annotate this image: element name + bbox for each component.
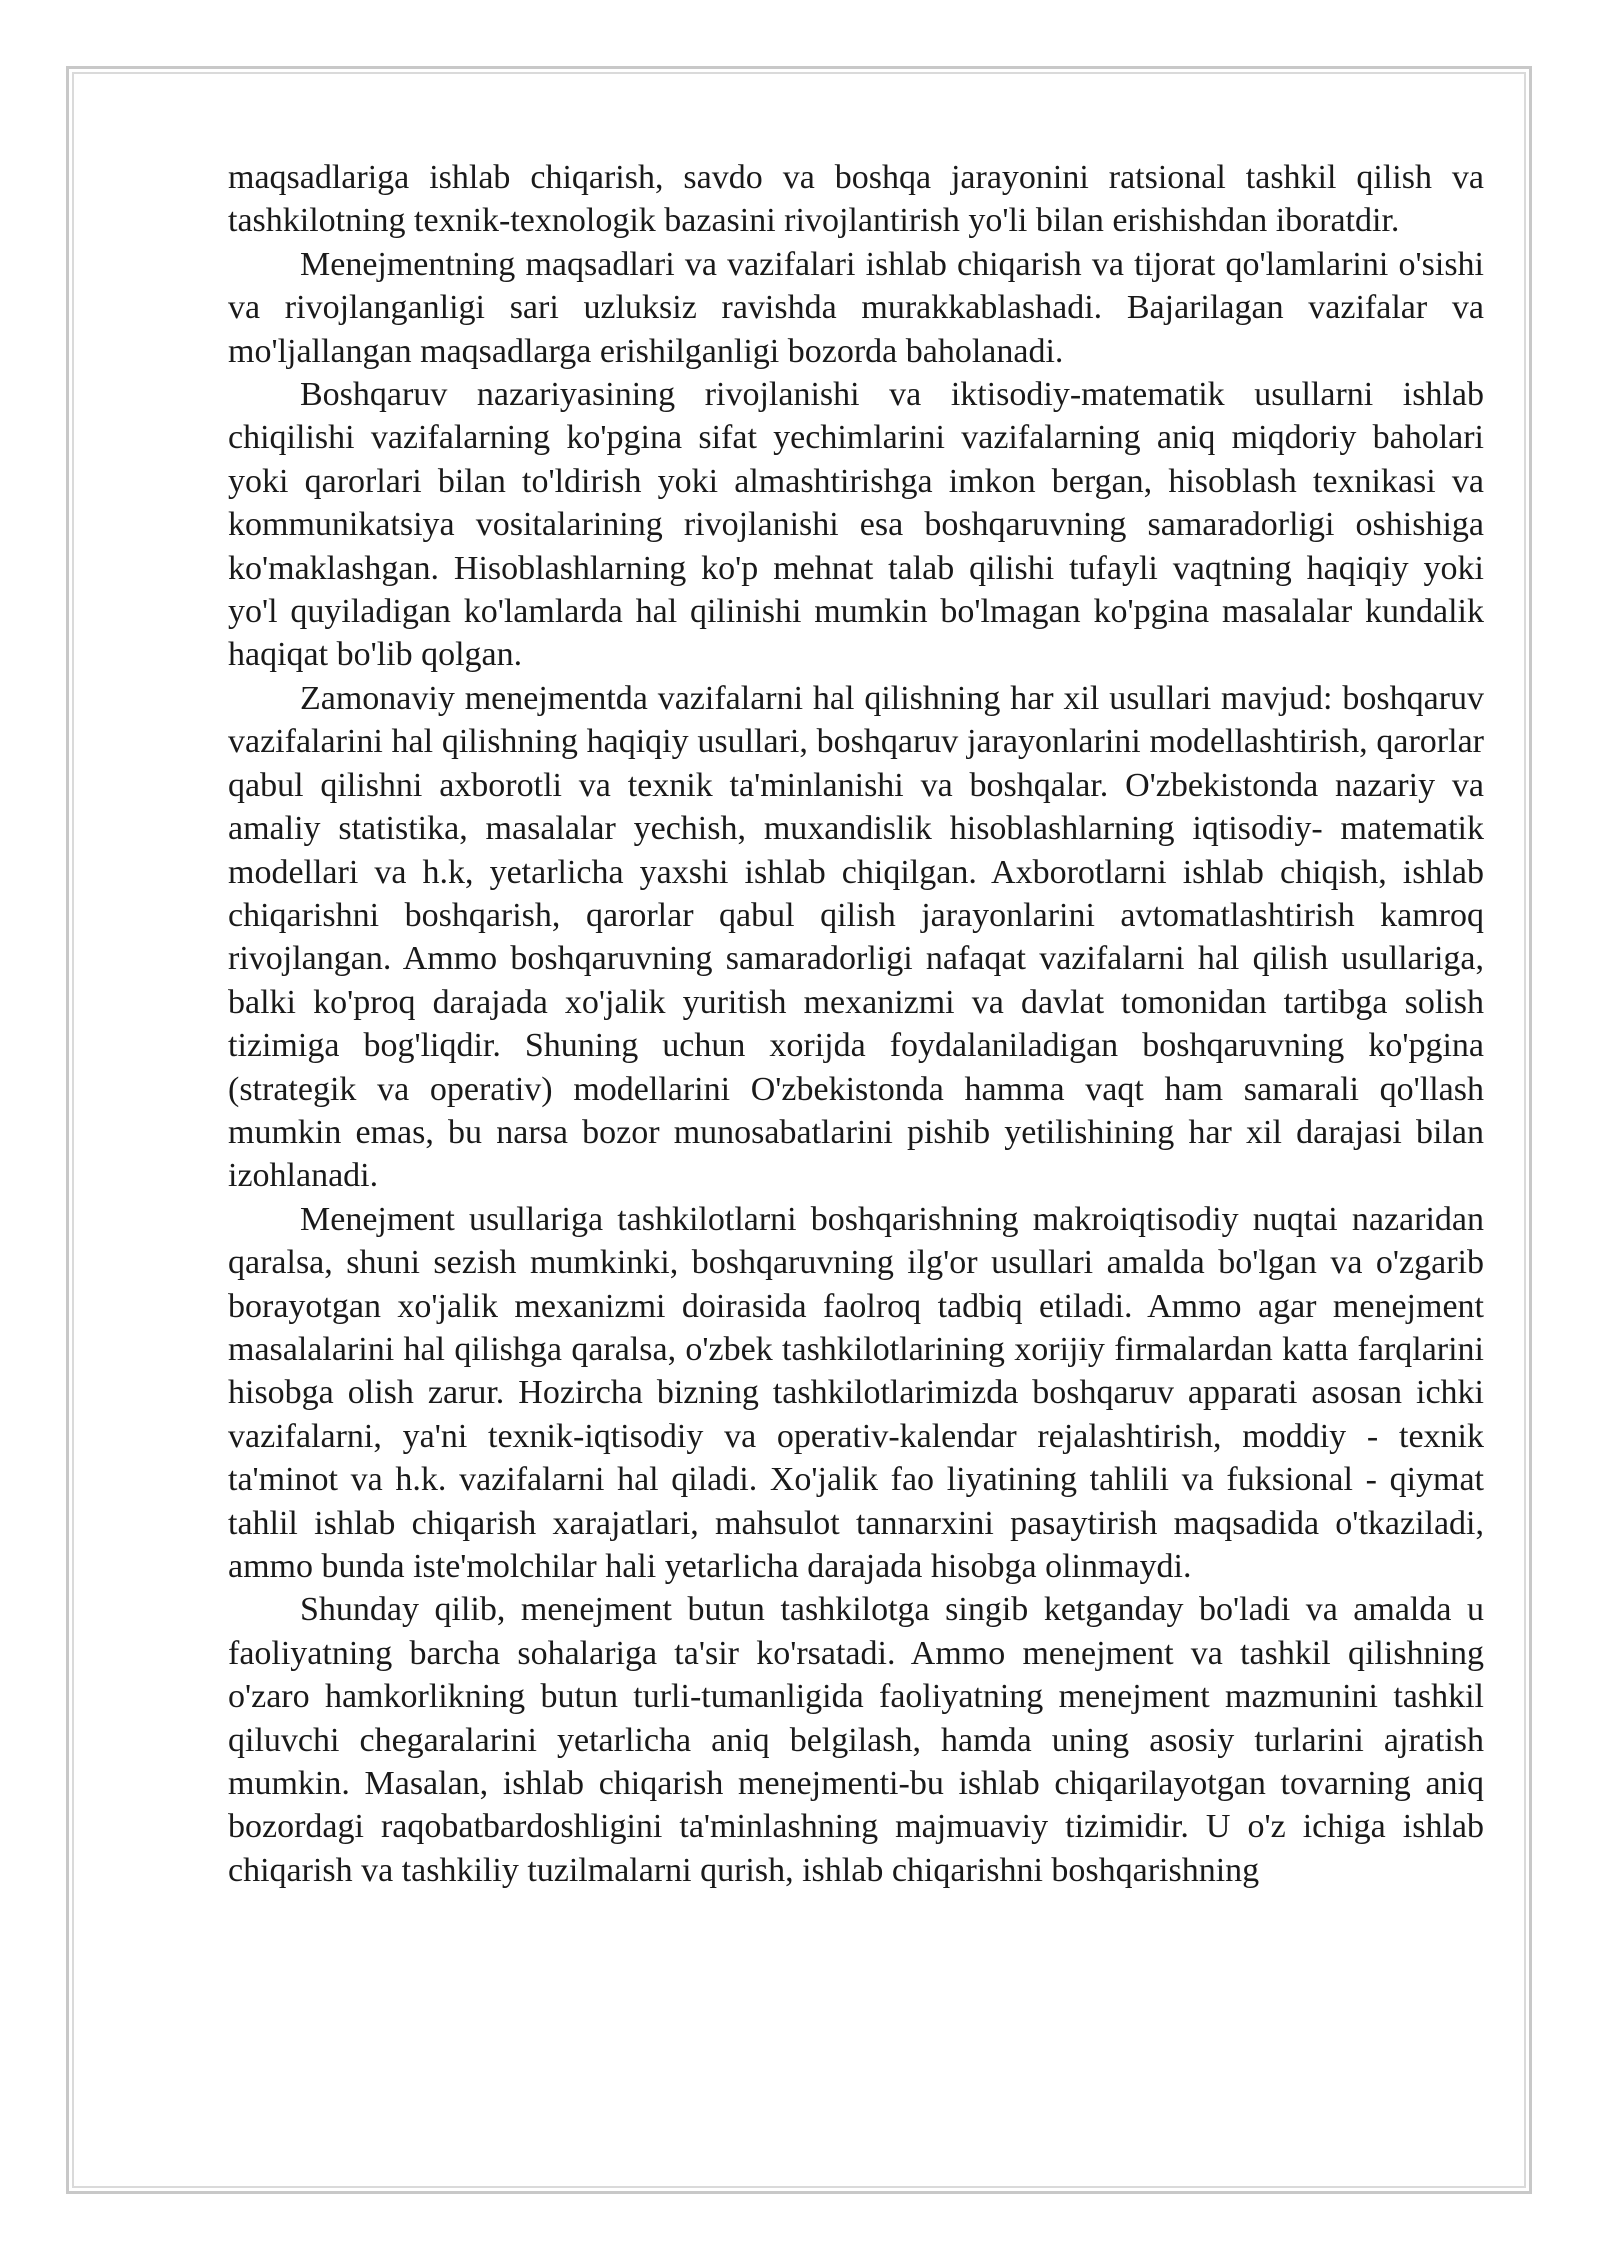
document-body bbox=[228, 156, 1484, 1892]
paragraph: Zamonaviy menejmentda vazifalarni hal qilishning har xil usullari mavjud: boshqaruv vazifalarini hal qilishning haqiqiy usullari, boshqaruv jarayonlarini modellashtirish, qarorlar qabul qilishni axborotli va texnik ta'minlanishi va boshqalar. O'zbekistonda nazariy va amaliy statistika, masalalar yechish, muxandislik hisoblashlarning iqtisodiy- matematik modellari va h.k, yetarlicha yaxshi ishlab chiqilgan. Axborotlarni ishlab chiqish, ishlab chiqarishni boshqarish, qarorlar qabul qilish jarayonlarini avtomatlashtirish kamroq rivojlangan. Ammo boshqaruvning samaradorligi nafaqat vazifalarni hal qilish usullariga, balki ko'proq darajada xo'jalik yuritish mexanizmi va davlat tomonidan tartibga solish tizimiga bog'liqdir. Shuning uchun xorijda foydalaniladigan boshqaruvning ko'pgina (strategik va operativ) modellarini O'zbekistonda hamma vaqt ham samarali qo'llash mumkin emas, bu narsa bozor munosabatlarini pishib yetilishining har xil darajasi bilan izohlanadi. bbox=[228, 679, 1484, 1195]
paragraph: Menejment usullariga tashkilotlarni boshqarishning makroiqtisodiy nuqtai nazaridan qaralsa, shuni sezish mumkinki, boshqaruvning ilg'or usullari amalda bo'lgan va o'zgarib borayotgan xo'jalik mexanizmi doirasida faolroq tadbiq etiladi. Ammo agar menejment masalalarini hal qilishga qaralsa, o'zbek tashkilotlarining xorijiy firmalardan katta farqlarini hisobga olish zarur. Hozircha bizning tashkilotlarimizda boshqaruv apparati asosan ichki vazifalarni, ya'ni texnik-iqtisodiy va operativ-kalendar rejalashtirish, moddiy - texnik ta'minot va h.k. vazifalarni hal qiladi. Xo'jalik fao liyatining tahlili va fuksional - qiymat tahlil ishlab chiqarish xarajatlari, mahsulot tannarxini pasaytirish maqsadida o'tkaziladi, ammo bunda iste'molchilar hali yetarlicha darajada hisobga olinmaydi. bbox=[228, 1200, 1484, 1585]
paragraph-continuation: maqsadlariga ishlab chiqarish, savdo va boshqa jarayonini ratsional tashkil qilish va tashkilotning texnik-texnologik bazasini rivojlantirish yo'li bilan erishishdan iboratdir. bbox=[228, 159, 1484, 240]
paragraph: Shunday qilib, menejment butun tashkilotga singib ketganday bo'ladi va amalda u faoliyatning barcha sohalariga ta'sir ko'rsatadi. Ammo menejment va tashkil qilishning o'zaro hamkorlikning butun turli-tumanligida faoliyatning menejment mazmunini tashkil qiluvchi chegaralarini yetarlicha aniq belgilash, hamda uning asosiy turlarini ajratish mumkin. Masalan, ishlab chiqarish menejmenti-bu ishlab chiqarilayotgan tovarning aniq bozordagi raqobatbardoshligini ta'minlashning majmuaviy tizimidir. U o'z ichiga ishlab chiqarish va tashkiliy tuzilmalarni qurish, ishlab chiqarishni boshqarishning bbox=[228, 1591, 1484, 1889]
paragraph: Boshqaruv nazariyasining rivojlanishi va iktisodiy-matematik usullarni ishlab chiqilishi vazifalarning ko'pgina sifat yechimlarini vazifalarning aniq miqdoriy baholari yoki qarorlari bilan to'ldirish yoki almashtirishga imkon bergan, hisoblash texnikasi va kommunikatsiya vositalarining rivojlanishi esa boshqaruvning samaradorligi oshishiga ko'maklashgan. Hisoblashlarning ko'p mehnat talab qilishi tufayli vaqtning haqiqiy yoki yo'l quyiladigan ko'lamlarda hal qilinishi mumkin bo'lmagan ko'pgina masalalar kundalik haqiqat bo'lib qolgan. bbox=[228, 376, 1484, 674]
paragraph: Menejmentning maqsadlari va vazifalari ishlab chiqarish va tijorat qo'lamlarini o'sishi va rivojlanganligi sari uzluksiz ravishda murakkablashadi. Bajarilagan vazifalar va mo'ljallangan maqsadlarga erishilganligi bozorda baholanadi. bbox=[228, 245, 1484, 370]
